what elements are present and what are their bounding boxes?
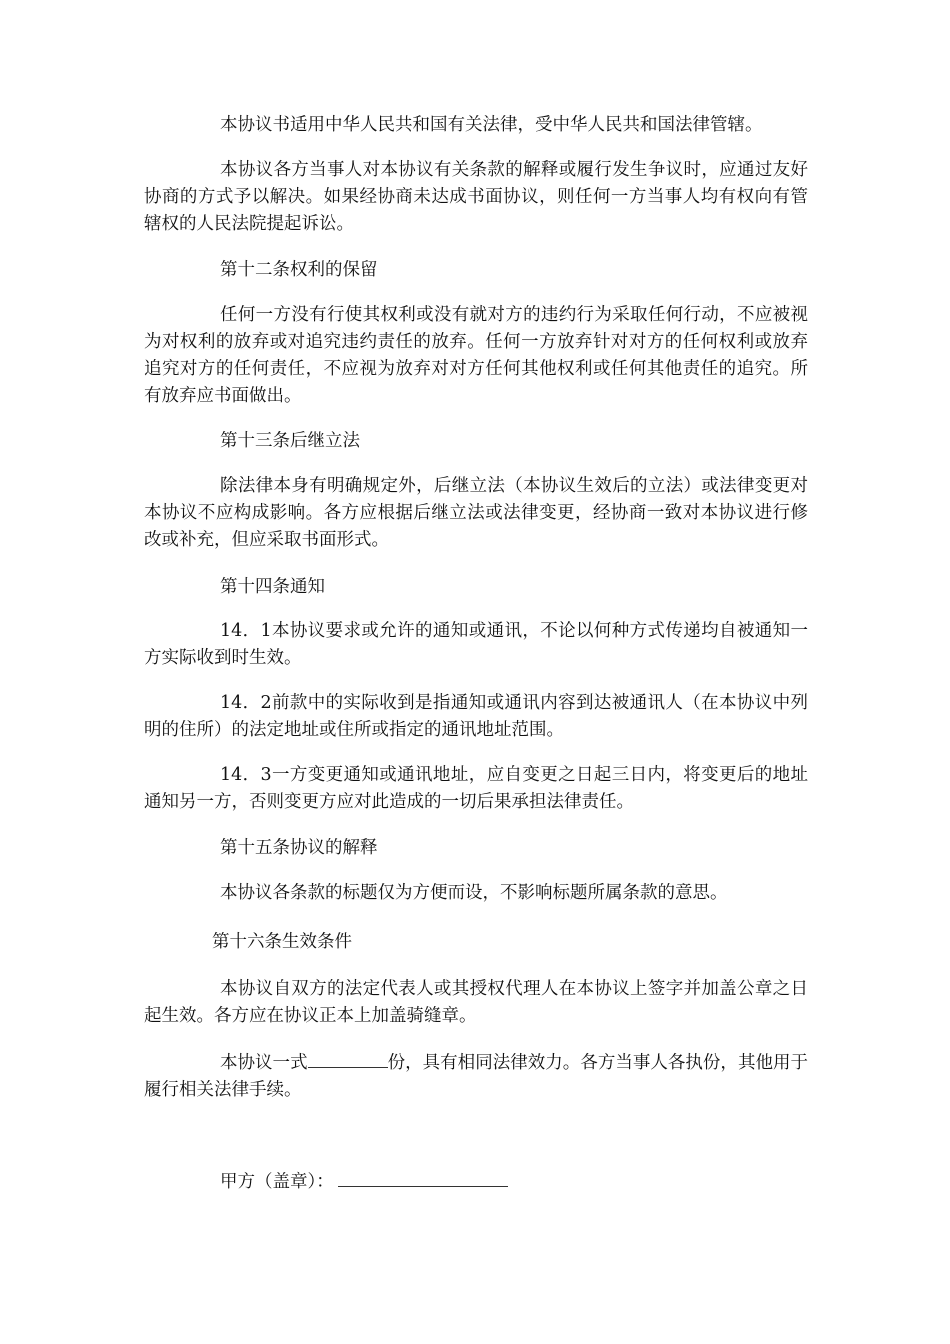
heading-article-16: 第十六条生效条件 bbox=[212, 932, 352, 952]
paragraph-copies bbox=[144, 1049, 808, 1104]
paragraph-governing-law: 本协议书适用中华人民共和国有关法律，受中华人民共和国法律管辖。 bbox=[220, 115, 763, 135]
paragraph-dispute-resolution: 本协议各方当事人对本协议有关条款的解释或履行发生争议时，应通过友好协商的方式予以解决。如果经协商未达成书面协议，则任何一方当事人均有权向有管辖权的人民法院提起诉讼。 bbox=[144, 160, 808, 234]
paragraph-article-12: 任何一方没有行使其权利或没有就对方的违约行为采取任何行动，不应被视为对权利的放弃或对追究违约责任的放弃。任何一方放弃针对对方的任何权利或放弃追究对方的任何责任，不应视为放弃对对方任何其他权利或任何其他责任的追究。所有放弃应书面做出。 bbox=[144, 305, 808, 406]
party-a-seal-blank[interactable] bbox=[338, 1166, 508, 1187]
paragraph-article-14-2: 14．2前款中的实际收到是指通知或通讯内容到达被通讯人（在本协议中列明的住所）的法定地址或住所或指定的通讯地址范围。 bbox=[144, 693, 808, 740]
copies-text-start: 本协议一式 bbox=[220, 1053, 308, 1073]
heading-article-14: 第十四条通知 bbox=[220, 577, 325, 597]
heading-article-12: 第十二条权利的保留 bbox=[220, 260, 378, 280]
copies-count-blank[interactable] bbox=[308, 1049, 388, 1068]
party-a-label: 甲方（盖章）： bbox=[220, 1172, 334, 1192]
paragraph-article-15: 本协议各条款的标题仅为方便而设，不影响标题所属条款的意思。 bbox=[220, 883, 728, 903]
paragraph-article-13: 除法律本身有明确规定外，后继立法（本协议生效后的立法）或法律变更对本协议不应构成影响。各方应根据后继立法或法律变更，经协商一致对本协议进行修改或补充，但应采取书面形式。 bbox=[144, 476, 808, 550]
paragraph-article-16: 本协议自双方的法定代表人或其授权代理人在本协议上签字并加盖公章之日起生效。各方应在协议正本上加盖骑缝章。 bbox=[144, 979, 808, 1026]
heading-article-15: 第十五条协议的解释 bbox=[220, 838, 378, 858]
copies-text-end: 份，具有相同法律效力。各方当事人各执份，其他用于履行相关法律手续。 bbox=[144, 1053, 809, 1100]
paragraph-article-14-3: 14．3一方变更通知或通讯地址，应自变更之日起三日内，将变更后的地址通知另一方，否则变更方应对此造成的一切后果承担法律责任。 bbox=[144, 765, 808, 812]
party-a-signature bbox=[220, 1166, 508, 1196]
heading-article-13: 第十三条后继立法 bbox=[220, 431, 360, 451]
paragraph-article-14-1: 14．1本协议要求或允许的通知或通讯，不论以何种方式传递均自被通知一方实际收到时生效。 bbox=[144, 621, 808, 668]
